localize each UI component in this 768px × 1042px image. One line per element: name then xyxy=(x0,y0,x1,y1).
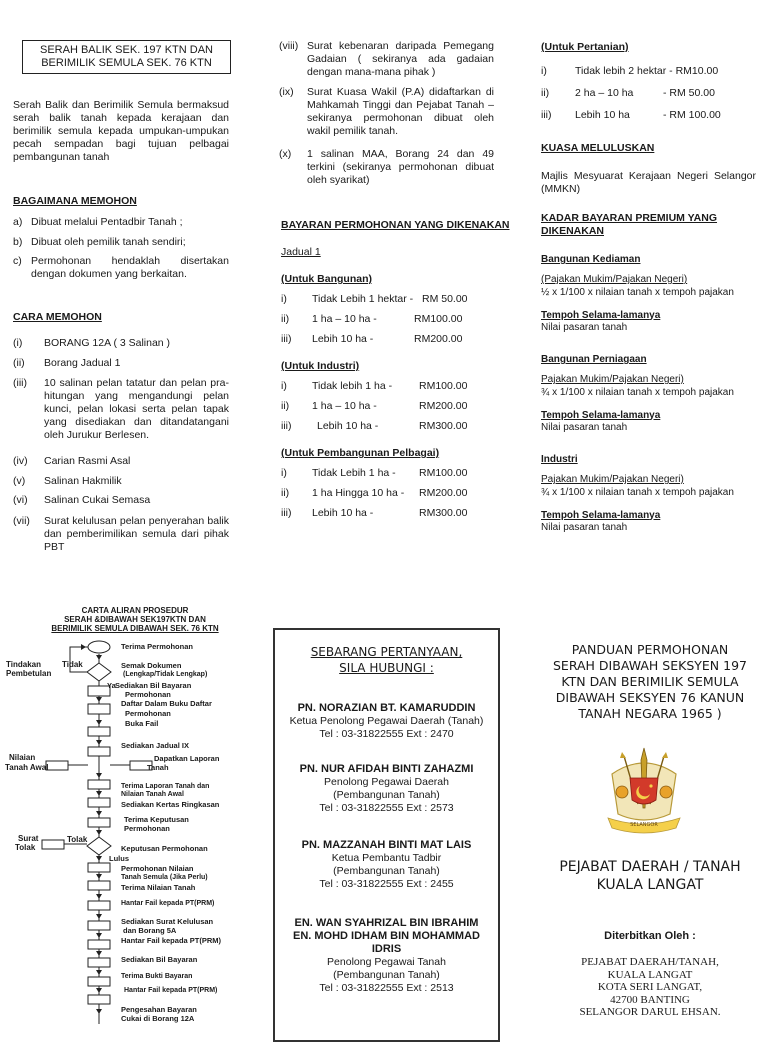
premium-title: Bangunan Perniagaan xyxy=(541,354,647,365)
flow-box xyxy=(88,921,110,930)
flow-label: Permohonan xyxy=(124,824,170,833)
flow-label: Permohonan xyxy=(125,690,171,699)
flow-label: dan Borang 5A xyxy=(123,926,177,935)
contact-name: IDRIS xyxy=(371,943,402,955)
premium-section xyxy=(541,454,766,535)
flow-box xyxy=(88,798,110,807)
flow-label: Buka Fail xyxy=(125,719,159,728)
fee-desc: Tidak Lebih 1 ha - xyxy=(312,467,396,479)
kadar-heading: KADAR BAYARAN PREMIUM YANG DIKENAKAN xyxy=(541,212,718,237)
cara-list xyxy=(13,337,229,555)
fee-amount: RM300.00 xyxy=(419,420,468,432)
address-line: SELANGOR DARUL EHSAN. xyxy=(579,1006,721,1018)
flow-box xyxy=(88,727,110,736)
fee-num: i) xyxy=(281,467,287,479)
fee-desc: 2 ha – 10 ha xyxy=(575,87,634,99)
col2-item xyxy=(279,86,494,148)
fee-row xyxy=(281,293,496,313)
contact-heading-line2: SILA HUBUNGI : xyxy=(339,661,434,675)
fee-amount: RM200.00 xyxy=(414,333,463,345)
cara-item xyxy=(13,377,229,455)
published-by: Diterbitkan Oleh : xyxy=(604,930,696,942)
flow-box xyxy=(88,958,110,967)
premium-tempoh: Tempoh Selama-lamanya xyxy=(541,309,661,321)
fee-desc: Lebih 10 ha - xyxy=(312,507,374,519)
fee-amount: RM200.00 xyxy=(419,487,468,499)
fee-row xyxy=(281,467,496,487)
contact-heading xyxy=(275,644,498,676)
premium-formula: ¾ x 1/100 x nilaian tanah x tempoh pajakan xyxy=(541,486,734,498)
contact-dept: (Pembangunan Tanah) xyxy=(333,865,440,877)
fee-row xyxy=(541,87,756,109)
cara-item-text: Surat kelulusan pelan penyerahan balik dan pemberimilikan semula dari pihak PBT xyxy=(44,515,229,553)
pertanian-group xyxy=(541,41,756,131)
address-line: 42700 BANTING xyxy=(610,993,690,1006)
cara-item xyxy=(13,494,229,515)
contact-role: Penolong Pegawai Daerah xyxy=(324,776,449,788)
cara-item-text: Carian Rasmi Asal xyxy=(44,455,131,467)
cover-title-line: PANDUAN PERMOHONAN xyxy=(571,642,729,657)
cover-title-line: DIBAWAH SEKSYEN 76 KANUN xyxy=(555,690,745,705)
fee-desc: 1 ha – 10 ha - xyxy=(312,400,377,412)
contact-heading-line1: SEBARANG PERTANYAAN, xyxy=(310,645,463,659)
contact-dept: (Pembangunan Tanah) xyxy=(333,789,440,801)
fee-desc: Lebih 10 ha - xyxy=(317,420,379,432)
contact-name: EN. MOHD IDHAM BIN MOHAMMAD xyxy=(293,930,480,942)
cara-item-text: Salinan Cukai Semasa xyxy=(44,494,151,506)
contact-box xyxy=(273,628,500,1042)
cover-title-line: TANAH NEGARA 1965 ) xyxy=(578,706,722,721)
office-name-line1: PEJABAT DAERAH / TANAH xyxy=(559,859,741,875)
fee-group-heading: (Untuk Industri) xyxy=(281,360,360,372)
flow-start-node xyxy=(88,641,110,653)
contact-phone[interactable]: Tel : 03-31822555 Ext : 2513 xyxy=(319,982,454,994)
flow-label: Dapatkan Laporan xyxy=(154,754,220,763)
flow-label-tanah-awal: Tanah Awal xyxy=(5,763,49,772)
how-item xyxy=(13,255,229,283)
cara-item-text: BORANG 12A ( 3 Salinan ) xyxy=(44,337,171,349)
flow-box xyxy=(88,881,110,890)
address-line: PEJABAT DAERAH/TANAH, xyxy=(581,956,719,968)
flow-label-nilaian: Nilaian xyxy=(9,753,36,762)
premium-sub: (Pajakan Mukim/Pajakan Negeri) xyxy=(541,274,688,285)
contact-role: Penolong Pegawai Tanah xyxy=(327,956,446,968)
cara-item-text: 10 salinan pelan tatatur dan pelan pra-hitungan yang mengandungi pelan kunci, pelan lokasi serta pelan tapak yang disediakan dan ditandatangani oleh Jurukur Berlesen. xyxy=(44,377,229,441)
fee-num: i) xyxy=(281,293,287,305)
contact-person xyxy=(275,839,498,891)
how-item-num: b) xyxy=(13,236,23,248)
contact-person xyxy=(275,917,498,995)
flow-label-tolak-left: Tolak xyxy=(15,843,36,852)
contact-role: Ketua Pembantu Tadbir xyxy=(331,852,442,864)
office-name-line2: KUALA LANGAT xyxy=(596,877,704,893)
flow-decision-keputusan xyxy=(87,837,111,855)
publisher-address xyxy=(540,956,760,1019)
contact-role: Ketua Penolong Pegawai Daerah (Tanah) xyxy=(289,715,484,727)
premium-section xyxy=(541,354,766,435)
fee-num: ii) xyxy=(541,87,550,99)
fee-desc: Lebih 10 ha - xyxy=(312,333,374,345)
fee-amount: RM100.00 xyxy=(414,313,463,325)
flow-box xyxy=(88,780,110,789)
contact-person xyxy=(275,702,498,741)
flow-label: Sediakan Bil Bayaran xyxy=(121,955,198,964)
fee-amount: - RM 50.00 xyxy=(663,87,715,99)
flow-side-box xyxy=(42,840,64,849)
premium-sub: Pajakan Mukim/Pajakan Negeri) xyxy=(541,374,684,385)
contact-phone[interactable]: Tel : 03-31822555 Ext : 2470 xyxy=(319,728,454,740)
fee-amount: RM100.00 xyxy=(419,467,468,479)
cara-item-num: (i) xyxy=(13,337,23,349)
flow-label: Tanah Semula (Jika Perlu) xyxy=(121,874,208,881)
fee-amount: RM 50.00 xyxy=(422,293,468,305)
col2-item xyxy=(279,148,494,188)
col2-item-text: Surat kebenaran daripada Pemegang Gadaian ( sekiranya ada gadaian dengan mana-mana pihak ) xyxy=(307,40,494,78)
contact-name: EN. WAN SYAHRIZAL BIN IBRAHIM xyxy=(294,917,479,929)
cover-title-line: SERAH DIBAWAH SEKSYEN 197 xyxy=(553,658,747,673)
cara-item-num: (iv) xyxy=(13,455,28,467)
cara-heading: CARA MEMOHON xyxy=(13,311,102,323)
cara-item xyxy=(13,337,229,357)
col2-list xyxy=(279,40,494,188)
flow-title-line3: BERIMILIK SEMULA DIBAWAH SEK. 76 KTN xyxy=(51,624,219,633)
cara-item xyxy=(13,357,229,377)
fee-num: ii) xyxy=(281,487,290,499)
flow-label-surat: Surat xyxy=(18,834,39,843)
flow-label: Permohonan Nilaian xyxy=(121,864,194,873)
how-item xyxy=(13,216,229,236)
kuasa-heading: KUASA MELULUSKAN xyxy=(541,142,655,154)
pertanian-heading: (Untuk Pertanian) xyxy=(541,41,629,53)
col2-item-num: (ix) xyxy=(279,86,294,98)
contact-phone[interactable]: Tel : 03-31822555 Ext : 2573 xyxy=(319,802,454,814)
flow-title xyxy=(30,606,240,633)
flow-box xyxy=(88,863,110,872)
premium-formula: ¾ x 1/100 x nilaian tanah x tempoh pajakan xyxy=(541,386,734,398)
fee-group xyxy=(281,447,496,527)
contact-name: PN. NORAZIAN BT. KAMARUDDIN xyxy=(297,702,476,714)
fee-desc: Lebih 10 ha xyxy=(575,109,630,121)
fee-num: i) xyxy=(281,380,287,392)
flow-label-pembetulan: Pembetulan xyxy=(6,669,52,678)
fee-num: iii) xyxy=(281,333,292,345)
how-heading: BAGAIMANA MEMOHON xyxy=(13,195,137,207)
fee-num: ii) xyxy=(281,313,290,325)
flow-label: Hantar Fail kepada PT(PRM) xyxy=(124,987,218,994)
address-line: KUALA LANGAT xyxy=(607,968,693,981)
flow-label: Keputusan Permohonan xyxy=(121,844,208,853)
fee-num: i) xyxy=(541,65,547,77)
flow-label: Terima Permohonan xyxy=(121,642,193,651)
fee-group xyxy=(281,360,496,440)
contact-person xyxy=(275,763,498,815)
flow-label: Sediakan Surat Kelulusan xyxy=(121,917,214,926)
col2-item-text: 1 salinan MAA, Borang 24 dan 49 terkini (sekiranya permohonan dibuat oleh syarikat) xyxy=(307,148,494,186)
fee-desc: 1 ha Hingga 10 ha - xyxy=(312,487,405,499)
premium-title: Bangunan Kediaman xyxy=(541,254,641,265)
flow-label: Terima Keputusan xyxy=(124,815,189,824)
flow-label: Permohonan xyxy=(125,709,171,718)
flow-side-box xyxy=(46,761,68,770)
premium-nilai: Nilai pasaran tanah xyxy=(541,322,628,333)
cara-item-num: (v) xyxy=(13,475,26,487)
premium-formula: ½ x 1/100 x nilaian tanah x tempoh pajakan xyxy=(541,286,734,298)
fee-row xyxy=(281,487,496,507)
flow-title-line2: SERAH &DIBAWAH SEK197KTN DAN xyxy=(64,615,206,624)
flow-label-tolak: Tolak xyxy=(67,835,88,844)
address-line: KOTA SERI LANGAT, xyxy=(597,981,703,993)
col1-intro: Serah Balik dan Berimilik Semula bermaksud serah balik tanah kepada kerajaan dan berimilik semula kepada umpukan-umpukan pecah sempadan bagi tujuan pelbagai pembangunan tanah xyxy=(13,99,229,163)
fee-row xyxy=(281,507,496,527)
fee-desc: Tidak lebih 2 hektar - RM10.00 xyxy=(575,65,719,77)
flow-label: Terima Nilaian Tanah xyxy=(121,883,196,892)
fee-desc: Tidak Lebih 1 hektar - xyxy=(312,293,414,305)
premium-tempoh: Tempoh Selama-lamanya xyxy=(541,509,661,521)
flow-label: Nilaian Tanah Awal xyxy=(121,791,184,798)
flow-label: Terima Laporan Tanah dan xyxy=(121,783,210,790)
cara-item-num: (vii) xyxy=(13,515,30,527)
cara-item-num: (iii) xyxy=(13,377,27,389)
fee-row xyxy=(281,400,496,420)
flow-label: Sediakan Kertas Ringkasan xyxy=(121,800,220,809)
crest-ribbon-text: SELANGOR xyxy=(630,822,658,828)
fee-num: iii) xyxy=(281,507,292,519)
flow-label: Hantar Fail kepada PT(PRM) xyxy=(121,936,222,945)
premium-section xyxy=(541,254,766,335)
cover-title-line: KTN DAN BERIMILIK SEMULA xyxy=(561,674,739,689)
fee-row xyxy=(281,313,496,333)
how-item-text: Permohonan hendaklah disertakan dengan dokumen yang berkaitan. xyxy=(31,255,229,280)
fee-row xyxy=(541,109,756,131)
flow-box xyxy=(88,901,110,910)
flow-label-tindakan: Tindakan xyxy=(6,660,41,669)
fee-desc: Tidak lebih 1 ha - xyxy=(312,380,393,392)
flow-label-lulus: Lulus xyxy=(109,854,129,863)
fee-num: iii) xyxy=(281,420,292,432)
flow-label: Sediakan Bil Bayaran xyxy=(115,681,192,690)
premium-tempoh: Tempoh Selama-lamanya xyxy=(541,409,661,421)
flow-label: Tanah xyxy=(147,763,169,772)
premium-title: Industri xyxy=(541,454,578,465)
contact-dept: (Pembangunan Tanah) xyxy=(333,969,440,981)
flow-label-ya: Ya xyxy=(107,681,116,690)
flow-label: (Lengkap/Tidak Lengkap) xyxy=(123,671,208,678)
col2-item xyxy=(279,40,494,86)
cara-item xyxy=(13,475,229,494)
col2-item-num: (x) xyxy=(279,148,292,160)
fee-row xyxy=(281,420,496,440)
cara-item xyxy=(13,455,229,475)
fee-row xyxy=(281,380,496,400)
cara-item xyxy=(13,515,229,555)
contact-phone[interactable]: Tel : 03-31822555 Ext : 2455 xyxy=(319,878,454,890)
flow-label-tidak: Tidak xyxy=(62,660,83,669)
how-item xyxy=(13,236,229,255)
kuasa-text: Majlis Mesyuarat Kerajaan Negeri Selangor (MMKN) xyxy=(541,170,756,195)
flow-box xyxy=(88,940,110,949)
flow-box xyxy=(88,977,110,986)
flow-box xyxy=(88,995,110,1004)
how-item-num: a) xyxy=(13,216,23,228)
fee-amount: - RM 100.00 xyxy=(663,109,721,121)
flow-label: Sediakan Jadual IX xyxy=(121,741,189,750)
flow-box xyxy=(88,818,110,827)
cara-item-num: (vi) xyxy=(13,494,28,506)
flow-box xyxy=(88,704,110,714)
cara-item-num: (ii) xyxy=(13,357,25,369)
flow-label: Hantar Fail kepada PT(PRM) xyxy=(121,900,215,907)
premium-nilai: Nilai pasaran tanah xyxy=(541,522,628,533)
flow-label: Pengesahan Bayaran xyxy=(121,1005,197,1014)
fee-amount: RM100.00 xyxy=(419,380,468,392)
flow-label: Terima Bukti Bayaran xyxy=(121,973,193,980)
how-list xyxy=(13,216,229,283)
office-name xyxy=(540,858,760,894)
flow-label: Cukai di Borang 12A xyxy=(121,1014,195,1023)
contact-name: PN. MAZZANAH BINTI MAT LAIS xyxy=(301,839,472,851)
fee-row xyxy=(281,333,496,353)
col1-title-line1: SERAH BALIK SEK. 197 KTN DAN xyxy=(39,44,213,56)
how-item-num: c) xyxy=(13,255,22,267)
fee-group-heading: (Untuk Pembangunan Pelbagai) xyxy=(281,447,440,459)
col1-title-box xyxy=(22,40,231,74)
how-item-text: Dibuat oleh pemilik tanah sendiri; xyxy=(31,236,186,248)
how-item-text: Dibuat melalui Pentadbir Tanah ; xyxy=(31,216,183,228)
contact-name: PN. NUR AFIDAH BINTI ZAHAZMI xyxy=(299,763,474,775)
cara-item-text: Borang Jadual 1 xyxy=(44,357,121,369)
fee-row xyxy=(541,65,756,87)
flow-title-line1: CARTA ALIRAN PROSEDUR xyxy=(81,606,189,615)
col1-title-line2: BERIMILIK SEMULA SEK. 76 KTN xyxy=(41,57,212,69)
flow-label: Daftar Dalam Buku Daftar xyxy=(121,699,212,708)
flow-decision-semak xyxy=(87,663,111,681)
fee-num: iii) xyxy=(541,109,552,121)
cover-title xyxy=(540,642,760,722)
col2-item-num: (viii) xyxy=(279,40,299,52)
fee-desc: 1 ha – 10 ha - xyxy=(312,313,377,325)
fee-amount: RM300.00 xyxy=(419,507,468,519)
flow-box xyxy=(88,747,110,756)
fee-num: ii) xyxy=(281,400,290,412)
fee-group xyxy=(281,273,496,353)
flow-label: Semak Dokumen xyxy=(121,661,182,670)
col2-item-text: Surat Kuasa Wakil (P.A) didaftarkan di Mahkamah Tinggi dan Pejabat Tanah – sekiranya permohonan dibuat oleh wakil pemilik tanah. xyxy=(307,86,494,137)
jadual-label: Jadual 1 xyxy=(281,246,321,258)
premium-nilai: Nilai pasaran tanah xyxy=(541,422,628,433)
fee-amount: RM200.00 xyxy=(419,400,468,412)
fee-group-heading: (Untuk Bangunan) xyxy=(281,273,372,285)
cara-item-text: Salinan Hakmilik xyxy=(44,475,122,487)
fee-heading: BAYARAN PERMOHONAN YANG DIKENAKAN xyxy=(281,219,510,231)
premium-sub: Pajakan Mukim/Pajakan Negeri) xyxy=(541,474,684,485)
